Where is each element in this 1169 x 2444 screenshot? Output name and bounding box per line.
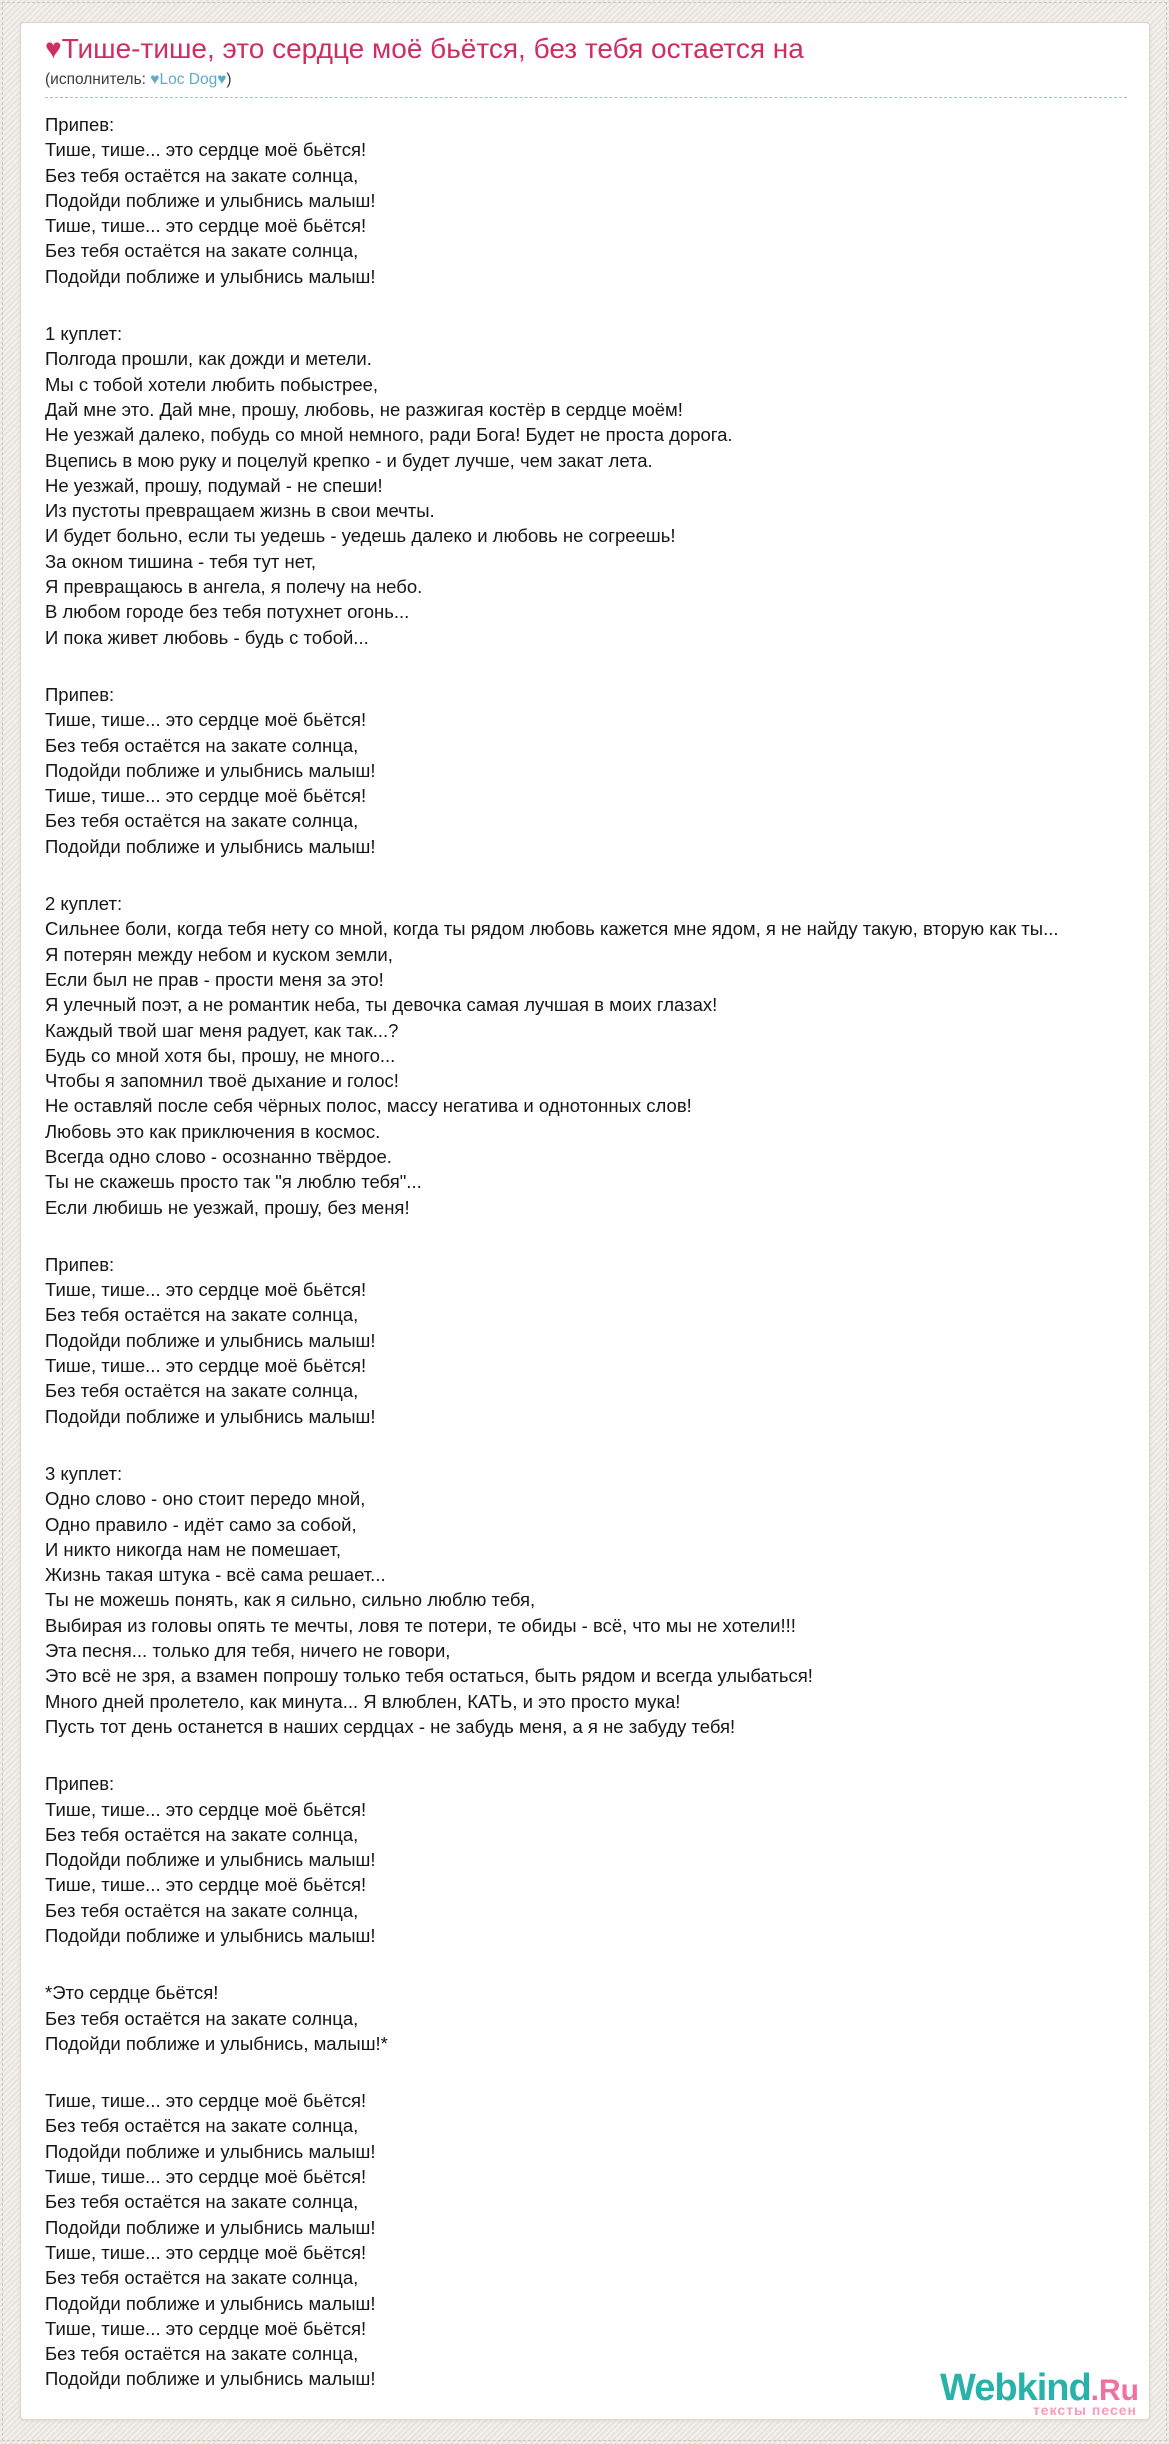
lyric-line: Если был не прав - прости меня за это!: [45, 968, 384, 990]
lyric-line: Подойди поближе и улыбнись малыш!: [45, 2140, 376, 2162]
lyric-line: Тише, тише... это сердце моё бьётся!: [45, 785, 367, 807]
artist-label-suffix: ): [226, 71, 232, 88]
lyric-line: Одно слово - оно стоит передо мной,: [45, 1488, 366, 1510]
lyric-line: Подойди поближе и улыбнись малыш!: [45, 759, 376, 781]
lyric-line: В любом городе без тебя потухнет огонь...: [45, 601, 410, 623]
lyric-line: *Это сердце бьётся!: [45, 1982, 219, 2004]
lyric-line: Я потерян между небом и куском земли,: [45, 943, 393, 965]
lyric-line: Любовь это как приключения в космос.: [45, 1120, 381, 1142]
lyric-line: Каждый твой шаг меня радует, как так...?: [45, 1019, 399, 1041]
lyric-line: Жизнь такая штука - всё сама решает...: [45, 1564, 386, 1586]
lyric-line: Без тебя остаётся на закате солнца,: [45, 2007, 359, 2029]
lyric-line: Подойди поближе и улыбнись малыш!: [45, 835, 376, 857]
lyric-line: Тише, тише... это сердце моё бьётся!: [45, 1355, 367, 1377]
lyric-line: Не оставляй после себя чёрных полос, массу негатива и однотонных слов!: [45, 1095, 692, 1117]
lyric-line: Одно правило - идёт само за собой,: [45, 1513, 357, 1535]
lyric-line: Без тебя остаётся на закате солнца,: [45, 734, 359, 756]
lyric-line: Подойди поближе и улыбнись малыш!: [45, 265, 376, 287]
lyric-line: Тише, тише... это сердце моё бьётся!: [45, 2166, 367, 2188]
lyric-line: Эта песня... только для тебя, ничего не говори,: [45, 1640, 451, 1662]
lyric-line: Без тебя остаётся на закате солнца,: [45, 1304, 359, 1326]
lyric-line: Тише, тише... это сердце моё бьётся!: [45, 2090, 367, 2112]
lyric-line: Припев:: [45, 114, 115, 135]
lyric-line: Тише, тише... это сердце моё бьётся!: [45, 1279, 367, 1301]
lyrics-stanza: [45, 891, 1127, 1220]
lyric-line: Тише, тише... это сердце моё бьётся!: [45, 139, 367, 161]
lyric-line: 3 куплет:: [45, 1462, 123, 1484]
song-title: ♥Тише-тише, это сердце моё бьётся, без тебя остается на: [45, 33, 804, 64]
lyric-line: Вцепись в мою руку и поцелуй крепко - и будет лучше, чем закат лета.: [45, 449, 653, 471]
lyric-line: Без тебя остаётся на закате солнца,: [45, 810, 359, 832]
content-card: [20, 22, 1150, 2420]
lyric-line: Тише, тише... это сердце моё бьётся!: [45, 2241, 367, 2263]
artist-label-prefix: (исполнитель:: [45, 71, 151, 88]
lyric-line: Тише, тише... это сердце моё бьётся!: [45, 1874, 367, 1896]
lyric-line: Пусть тот день останется в наших сердцах - не забудь меня, а я не забуду тебя!: [45, 1715, 736, 1737]
lyric-line: Без тебя остаётся на закате солнца,: [45, 2191, 359, 2213]
lyric-line: Из пустоты превращаем жизнь в свои мечты.: [45, 500, 435, 522]
lyric-line: Без тебя остаётся на закате солнца,: [45, 1823, 359, 1845]
lyric-line: Выбирая из головы опять те мечты, ловя те потери, те обиды - всё, что мы не хотели!!!: [45, 1614, 796, 1636]
lyric-line: И будет больно, если ты уедешь - уедешь далеко и любовь не согреешь!: [45, 525, 676, 547]
lyric-line: Припев:: [45, 1253, 115, 1275]
lyric-line: Ты не скажешь просто так "я люблю тебя"...: [45, 1171, 422, 1193]
logo-main-text: Webkind: [940, 2367, 1091, 2409]
lyric-line: Без тебя остаётся на закате солнца,: [45, 1380, 359, 1402]
lyric-line: Всегда одно слово - осознанно твёрдое.: [45, 1145, 392, 1167]
lyrics: [45, 112, 1127, 2392]
logo-suffix-text: .Ru: [1090, 2374, 1139, 2407]
lyric-line: Полгода прошли, как дожди и метели.: [45, 348, 372, 370]
lyric-line: За окном тишина - тебя тут нет,: [45, 550, 316, 572]
lyrics-stanza: [45, 1252, 1127, 1429]
lyric-line: Мы с тобой хотели любить побыстрее,: [45, 373, 379, 395]
lyric-line: И пока живет любовь - будь с тобой...: [45, 626, 369, 648]
lyric-line: Подойди поближе и улыбнись малыш!: [45, 189, 376, 211]
lyric-line: 1 куплет:: [45, 323, 123, 345]
lyric-line: Тише, тише... это сердце моё бьётся!: [45, 215, 367, 237]
lyric-line: Тише, тише... это сердце моё бьётся!: [45, 2317, 367, 2339]
lyric-line: Чтобы я запомнил твоё дыхание и голос!: [45, 1070, 399, 1092]
lyric-line: Я превращаюсь в ангела, я полечу на небо.: [45, 576, 423, 598]
lyric-line: Без тебя остаётся на закате солнца,: [45, 2343, 359, 2365]
lyric-line: Без тебя остаётся на закате солнца,: [45, 1899, 359, 1921]
lyric-line: Подойди поближе и улыбнись малыш!: [45, 2292, 376, 2314]
lyric-line: Подойди поближе и улыбнись малыш!: [45, 1405, 376, 1427]
lyrics-stanza: [45, 2088, 1127, 2392]
lyrics-stanza: [45, 112, 1127, 289]
lyric-line: Много дней пролетело, как минута... Я влюблен, КАТЬ, и это просто мука!: [45, 1690, 681, 1712]
webkind-logo[interactable]: [940, 2369, 1139, 2417]
lyric-line: Я улечный поэт, а не романтик неба, ты девочка самая лучшая в моих глазах!: [45, 994, 718, 1016]
lyrics-stanza: [45, 1980, 1127, 2056]
lyric-line: Если любишь не уезжай, прошу, без меня!: [45, 1196, 410, 1218]
logo-tagline: тексты песен: [1032, 2402, 1137, 2418]
lyric-line: Не уезжай далеко, побудь со мной немного, ради Бога! Будет не проста дорога.: [45, 424, 733, 446]
lyric-line: Припев:: [45, 683, 115, 705]
lyric-line: Тише, тише... это сердце моё бьётся!: [45, 709, 367, 731]
lyric-line: Не уезжай, прошу, подумай - не спеши!: [45, 474, 383, 496]
artist-link[interactable]: ♥Loc Dog♥: [150, 71, 227, 88]
lyrics-stanza: [45, 1461, 1127, 1739]
lyric-line: Подойди поближе и улыбнись малыш!: [45, 1925, 376, 1946]
lyrics-stanza: [45, 682, 1127, 859]
lyric-line: Без тебя остаётся на закате солнца,: [45, 164, 359, 186]
lyric-line: Припев:: [45, 1773, 115, 1795]
lyric-line: Подойди поближе и улыбнись малыш!: [45, 2368, 376, 2390]
lyrics-stanza: [45, 1771, 1127, 1948]
lyric-line: Без тебя остаётся на закате солнца,: [45, 240, 359, 262]
lyric-line: Без тебя остаётся на закате солнца,: [45, 2115, 359, 2137]
lyric-line: Тише, тише... это сердце моё бьётся!: [45, 1798, 367, 1820]
lyric-line: Дай мне это. Дай мне, прошу, любовь, не разжигая костёр в сердце моём!: [45, 398, 683, 420]
lyric-line: Подойди поближе и улыбнись малыш!: [45, 1849, 376, 1871]
lyric-line: Это всё не зря, а взамен попрошу только тебя остаться, быть рядом и всегда улыбаться!: [45, 1665, 813, 1687]
lyric-line: Ты не можешь понять, как я сильно, сильно люблю тебя,: [45, 1589, 536, 1611]
lyric-line: 2 куплет:: [45, 893, 123, 915]
lyric-line: Будь со мной хотя бы, прошу, не много...: [45, 1044, 396, 1066]
lyric-line: Подойди поближе и улыбнись, малыш!*: [45, 2032, 388, 2054]
lyric-line: Сильнее боли, когда тебя нету со мной, когда ты рядом любовь кажется мне ядом, я не найду такую, вторую как ты...: [45, 918, 1059, 940]
lyric-line: Подойди поближе и улыбнись малыш!: [45, 2216, 376, 2238]
lyric-line: Без тебя остаётся на закате солнца,: [45, 2267, 359, 2289]
lyric-line: И никто никогда нам не помешает,: [45, 1538, 341, 1560]
lyric-line: Подойди поближе и улыбнись малыш!: [45, 1329, 376, 1351]
lyrics-stanza: [45, 321, 1127, 650]
artist-line: [45, 70, 1127, 98]
